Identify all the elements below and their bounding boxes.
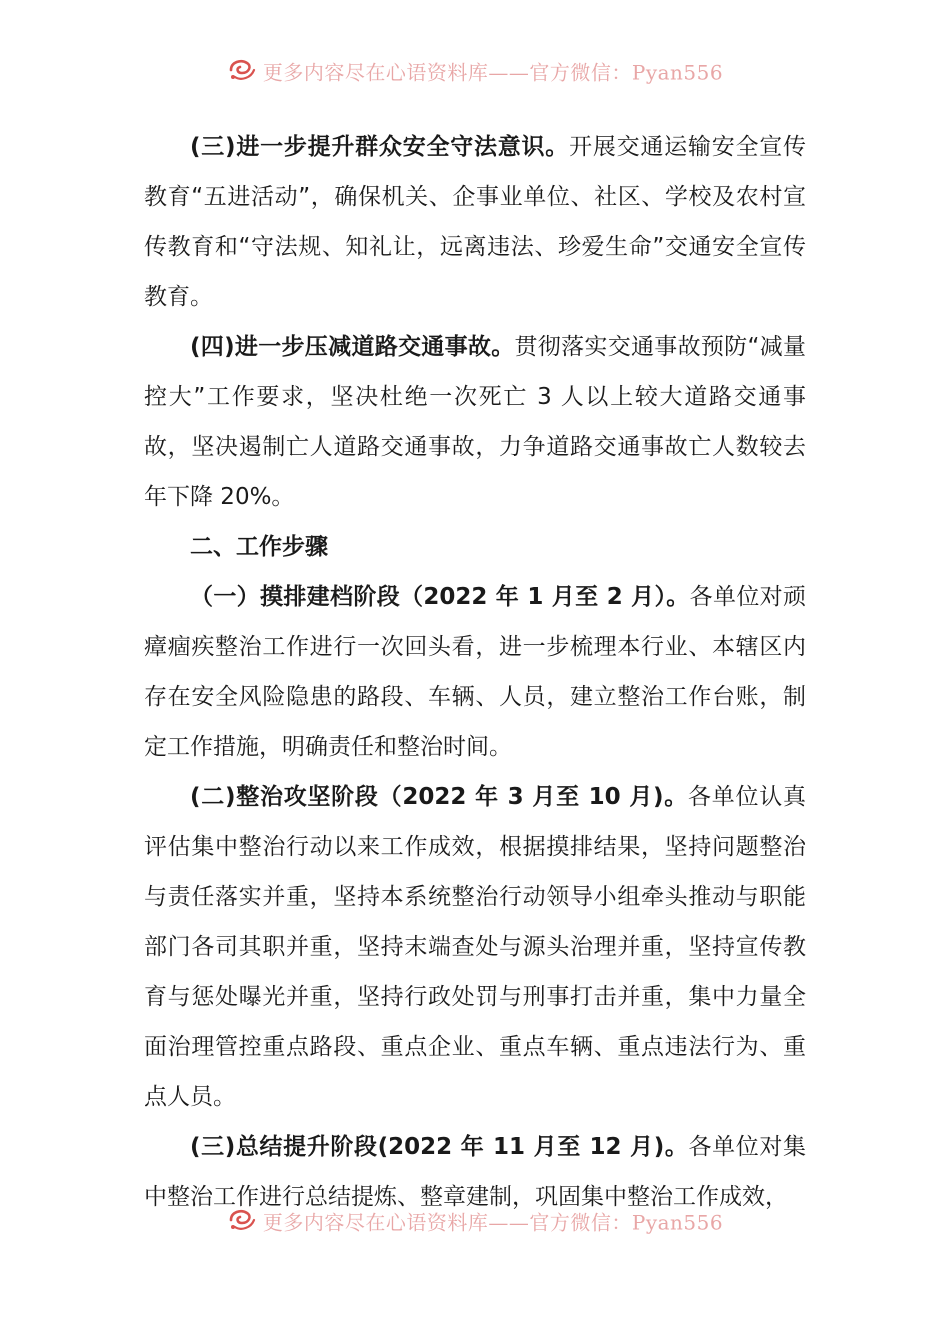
watermark-top xyxy=(0,56,950,89)
swirl-logo-icon xyxy=(227,56,257,89)
step-heading: （一）摸排建档阶段（2022 年 1 月至 2 月）。 xyxy=(190,584,690,610)
paragraph-4 xyxy=(144,322,806,522)
swirl-logo-icon xyxy=(227,1206,257,1239)
step-text: 各单位对顽瘴痼疾整治工作进行一次回头看，进一步梳理本行业、本辖区内存在安全风险隐患的路段、车辆、人员，建立整治工作台账，制定工作措施，明确责任和整治时间。 xyxy=(144,584,807,760)
paragraph-text: 开展交通运输安全宣传教育“五进活动”，确保机关、企事业单位、社区、学校及农村宣传教育和“守法规、知礼让，远离违法、珍爱生命”交通安全宣传教育。 xyxy=(144,134,807,310)
watermark-bottom xyxy=(0,1206,950,1239)
watermark-text: 更多内容尽在心语资料库——官方微信：Pyan556 xyxy=(262,60,724,85)
paragraph-3 xyxy=(144,122,806,322)
step-1 xyxy=(144,572,806,772)
step-2 xyxy=(144,772,806,1122)
section-heading: 二、工作步骤 xyxy=(190,534,328,560)
step-heading: (二)整治攻坚阶段（2022 年 3 月至 10 月)。 xyxy=(190,784,689,810)
paragraph-heading: (四)进一步压减道路交通事故。 xyxy=(190,334,515,360)
paragraph-text: 贯彻落实交通事故预防“减量控大”工作要求，坚决杜绝一次死亡 3 人以上较大道路交通事故，坚决遏制亡人道路交通事故，力争道路交通事故亡人数较去年下降 20%。 xyxy=(144,334,806,510)
step-text: 各单位对集中整治工作进行总结提炼、整章建制，巩固集中整治工作成效， xyxy=(144,1134,806,1210)
step-heading: (三)总结提升阶段(2022 年 11 月至 12 月)。 xyxy=(190,1134,689,1160)
step-text: 各单位认真评估集中整治行动以来工作成效，根据摸排结果，坚持问题整治与责任落实并重，坚持本系统整治行动领导小组牵头推动与职能部门各司其职并重，坚持末端查处与源头治理并重，坚持宣传教育与惩处曝光并重，坚持行政处罚与刑事打击并重，集中力量全面治理管控重点路段、重点企业、重点车辆、重点违法行为、重点人员。 xyxy=(144,784,806,1110)
paragraph-heading: (三)进一步提升群众安全守法意识。 xyxy=(190,134,570,160)
document-body xyxy=(144,122,806,1222)
watermark-text: 更多内容尽在心语资料库——官方微信：Pyan556 xyxy=(262,1210,724,1235)
